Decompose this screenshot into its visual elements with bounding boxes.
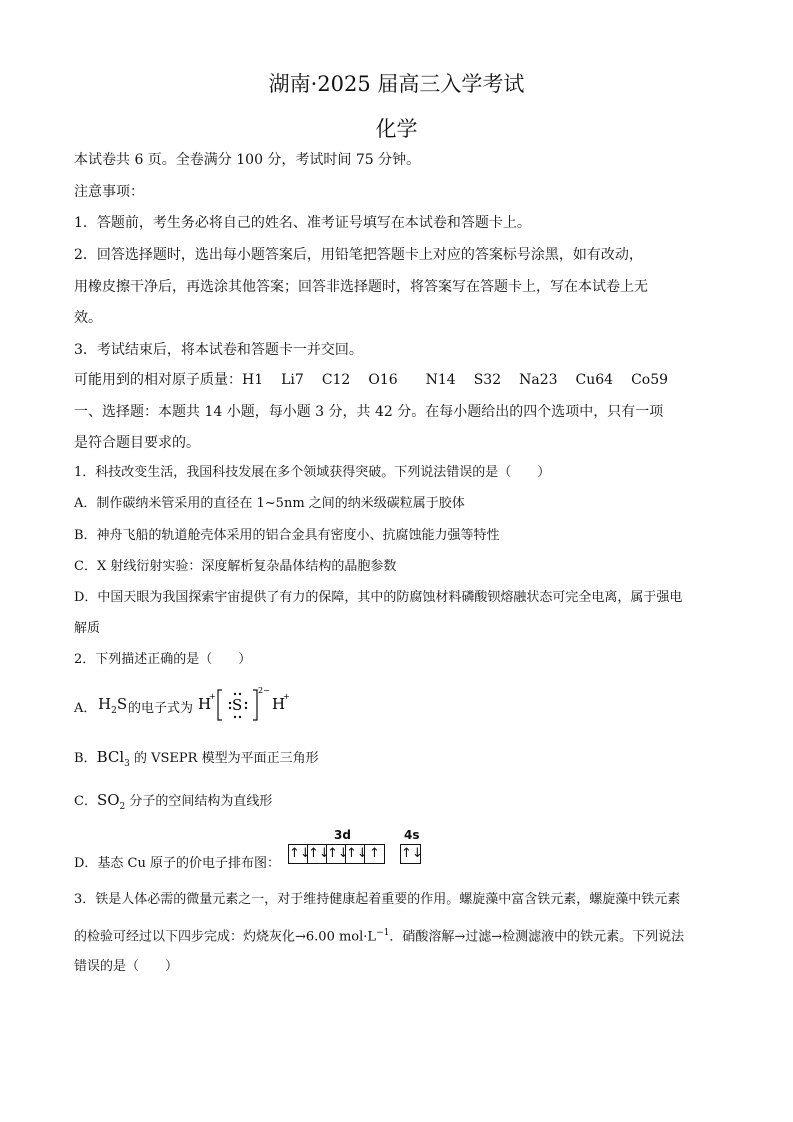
notes-title: 注意事项： — [74, 184, 144, 200]
q2-c-formula-sub: 2 — [119, 802, 126, 812]
q2-c-formula-main: SO — [96, 791, 120, 809]
q2-b-formula — [96, 748, 130, 769]
exam-subject: 化学 — [375, 117, 418, 141]
note-2-line-2: 用橡皮擦干净后，再选涂其他答案；回答非选择题时，将答案写在答题卡上，写在本试卷上无 — [74, 279, 648, 295]
atom-h: H1 — [242, 372, 264, 388]
q2-a-text: 的电子式为 — [128, 701, 194, 716]
orbital-3d-5: ↑ — [369, 846, 380, 861]
orbital-4s-1: ↑↓ — [401, 846, 423, 861]
q3-stem-line-2 — [74, 923, 684, 947]
orbital-3d-4: ↑↓ — [346, 846, 368, 861]
q2-b-formula-sub: 3 — [124, 759, 130, 769]
note-1: 1．答题前，考生务必将自己的姓名、准考证号填写在本试卷和答题卡上。 — [74, 215, 531, 231]
section-1-heading-line-2: 是符合题目要求的。 — [74, 435, 200, 451]
exam-info: 本试卷共 6 页。全卷满分 100 分，考试时间 75 分钟。 — [74, 152, 421, 168]
atomic-masses-label: 可能用到的相对原子质量： — [74, 372, 242, 388]
atom-cu: Cu64 — [575, 372, 614, 388]
section-1-heading-line-1: 一、选择题：本题共 14 小题，每小题 3 分，共 42 分。在每小题给出的四个选项中，只有一项 — [74, 404, 664, 420]
q1-option-b: B．神舟飞船的轨道舱壳体采用的铝合金具有密度小、抗腐蚀能力强等特性 — [74, 528, 500, 543]
atom-co: Co59 — [631, 372, 669, 388]
q1-option-c: C．X 射线衍射实验：深度解析复杂晶体结构的晶胞参数 — [74, 559, 397, 574]
q2-b-formula-main: BCl — [96, 748, 125, 766]
orbital-3d-box — [288, 844, 385, 864]
note-2-line-1: 2．回答选择题时，选出每小题答案后，用铅笔把答题卡上对应的答案标号涂黑，如有改动， — [74, 247, 643, 263]
exam-title: 湖南·2025 届高三入学考试 — [268, 72, 525, 96]
note-3: 3．考试结束后，将本试卷和答题卡一并交回。 — [74, 342, 363, 358]
q2-c-prefix: C． — [74, 794, 97, 809]
lewis-h-right-charge: + — [283, 692, 290, 701]
q2-option-c — [74, 790, 272, 812]
orbital-4s-box — [400, 844, 421, 864]
lewis-s: S — [232, 696, 243, 714]
q2-a-formula-s: S — [116, 695, 128, 713]
q2-option-d: D．基态 Cu 原子的价电子排布图： — [74, 856, 281, 871]
note-2-line-3: 效。 — [74, 310, 102, 326]
orbital-3d-3: ↑↓ — [327, 846, 349, 861]
lewis-h-left-charge: + — [209, 692, 216, 701]
q3-stem-line-2-a: 的检验可经过以下四步完成：灼烧灰化→6.00 mol·L — [74, 929, 377, 945]
atom-s: S32 — [473, 372, 502, 388]
atom-c: C12 — [321, 372, 351, 388]
atom-na: Na23 — [519, 372, 558, 388]
q2-c-text: 分子的空间结构为直线形 — [125, 794, 273, 809]
q2-option-b — [74, 747, 319, 769]
lewis-bracket-left — [218, 690, 222, 720]
lewis-h-right: H — [272, 695, 286, 713]
q2-a-formula-h: H — [98, 695, 112, 713]
q1-option-d-line-1: D．中国天眼为我国探索宇宙提供了有力的保障，其中的防腐蚀材料磷酸钡熔融状态可完全电离，属于强电 — [74, 590, 683, 605]
q2-c-formula — [96, 791, 126, 812]
q1-option-a: A．制作碳纳米管采用的直径在 1~5nm 之间的纳米级碳粒属于胶体 — [74, 496, 465, 511]
q2-a-formula — [98, 695, 127, 716]
atom-n: N14 — [425, 372, 456, 388]
q1-option-d-line-2: 解质 — [74, 621, 101, 636]
q1-stem: 1．科技改变生活，我国科技发展在多个领域获得突破。下列说法错误的是（ ） — [74, 465, 551, 480]
lewis-h-left: H — [198, 695, 212, 713]
lewis-structure — [196, 682, 296, 726]
orbital-3d-1: ↑↓ — [289, 846, 311, 861]
q3-stem-sup: −1 — [376, 928, 390, 938]
q2-a-formula-sub: 2 — [111, 706, 117, 716]
q2-a-prefix: A． — [74, 701, 97, 716]
lewis-bracket-right — [253, 690, 257, 720]
orbital-3d-2: ↑↓ — [308, 846, 330, 861]
atomic-masses — [74, 370, 686, 390]
lewis-charge: 2− — [258, 686, 270, 695]
atom-o: O16 — [368, 372, 398, 388]
orbital-3d-label: 3d — [334, 828, 351, 842]
q3-stem-line-1: 3．铁是人体必需的微量元素之一，对于维持健康起着重要的作用。螺旋藻中富含铁元素，螺旋藻中铁元素 — [74, 892, 681, 907]
q2-b-text: 的 VSEPR 模型为平面正三角形 — [129, 751, 319, 766]
orbital-4s-label: 4s — [404, 828, 420, 842]
q3-stem-line-3: 错误的是（ ） — [74, 959, 179, 974]
q2-b-prefix: B． — [74, 751, 97, 766]
q3-stem-line-2-b: ．硝酸溶解→过滤→检测滤液中的铁元素。下列说法 — [389, 929, 685, 945]
q2-stem: 2．下列描述正确的是（ ） — [74, 652, 252, 667]
atom-li: Li7 — [281, 372, 304, 388]
